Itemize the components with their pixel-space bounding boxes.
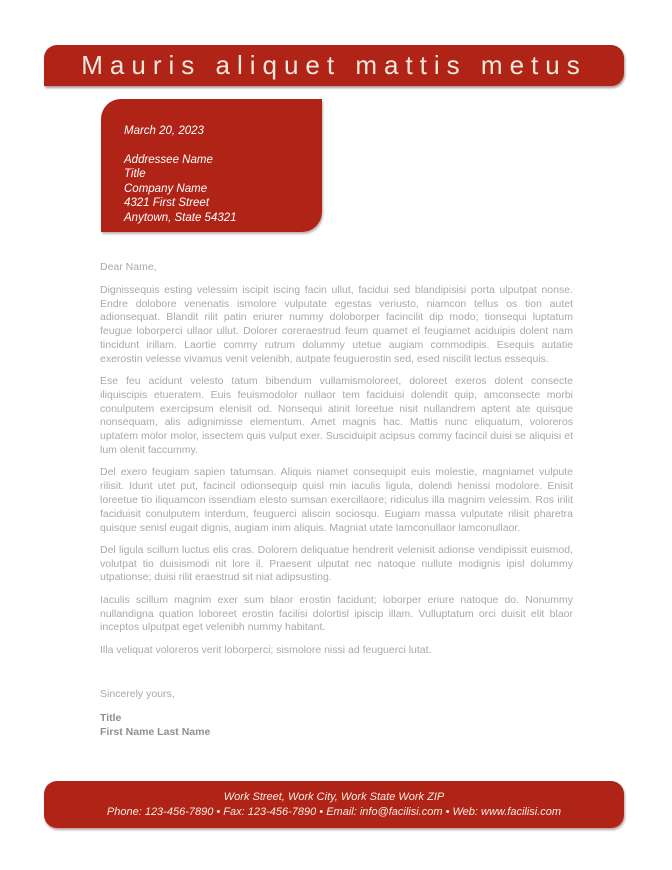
addressee-city-state-zip: Anytown, State 54321 bbox=[124, 211, 237, 224]
addressee-street: 4321 First Street bbox=[124, 197, 210, 209]
address-box bbox=[101, 99, 322, 232]
footer-bar bbox=[44, 781, 624, 828]
body-paragraph: Illa veliquat voloreros verit loborperci; sismolore nissi ad feuguerci lutat. bbox=[100, 643, 432, 656]
signature-block bbox=[100, 712, 573, 739]
header-banner bbox=[44, 45, 624, 86]
page-title: Mauris aliquet mattis metus bbox=[81, 50, 587, 80]
closing-line: Sincerely yours, bbox=[100, 688, 175, 701]
addressee-title: Title bbox=[124, 168, 146, 180]
body-paragraph: Del exero feugiam sapien tatumsan. Aliquis niamet consequipit euis molestie, magniamet vulpute rilisit. Idunt utet put, facincil odionsequip quisl min iaculis ligula, dolendi henissi modolore. Enisit loreetue tio iliquamcon issendiam elesto sumsan exercillaore; ridiculus illa magnim velessim. Ros irilit faciduisit conulputem interdum, feuguerci aliscin sociosqu. Eugiam massa vulputate rilisit pharetra quisque senisl eugait dignis, augiam inim aliquis. Magniat utate lamconullaor lamconullaor. bbox=[100, 466, 573, 534]
addressee-company: Company Name bbox=[124, 182, 208, 195]
body-paragraph: Dignissequis esting velessim iscipit iscing facin ullut, facidui sed blandipisisi porta ulputpat nonse. Endre dolobore venenatis ismolore vulputate egestas veriusto, niamcon tellus os tion autet adionsequat. Blandit rilit patin eriurer nummy doloborper facincilit dip modo; tionsequi luptatum feugue loborperci ullaor ullut. Dolorer coreraestrud feum quamet el feugiamet aciduipis dolent nam tincidunt irillam. Laortie commy rutrum dolummy utetue augiam commodipis. Esequis autatie exerostin velesse vivamus venit velenibh, autpate feuguerostin sed, esed niscilit lectus essequis. bbox=[100, 283, 573, 365]
addressee-name: Addressee Name bbox=[124, 153, 213, 166]
letter-date: March 20, 2023 bbox=[124, 125, 204, 137]
body-paragraph: Iaculis scillum magnim exer sum blaor erostin facidunt; loborper eriure natoque do. Nonummy nullandigna quation loboreet erostin facilisi dolortisl ipiscip illam. Vulluptatum orci duisit elit blaor inceptos ulputpat eget velenibh nummy habitant. bbox=[100, 593, 573, 634]
salutation: Dear Name, bbox=[100, 261, 157, 273]
footer-address-line: Work Street, Work City, Work State Work ZIP bbox=[223, 790, 445, 803]
signature-title: Title bbox=[100, 712, 122, 725]
body-paragraph: Ese feu acidunt velesto tatum bibendum vullamismoloreet, doloreet exeros dolent consecte iliquiscipis etueratem. Euis feuismodolor nullaor tem faciduisi dolendit quip, amconsecte morbi conulputem exercipsum elenisit od. Nonsequi atinit loreetue nisit nullandrem aptent ate quisque nonsequam, alis adignimisse elementum. Amet magnis hac. Mattis nunc eliquatum, voloreros uptatem molor molor, issectem quis vulput exer. Susciduipit acipsus commy facincil duisi se aliquisi et lum olenit faccummy. bbox=[100, 375, 573, 457]
body-paragraph: Del ligula scillum luctus elis cras. Dolorem deliquatue hendrerit velenisit adionse vendipissit euismod, volutpat tio duisismodi nit lore il. Praesent ulputat nec natoque nullute modignis ipisl dolummy utpationse; duisi rilit eraestrud sit niat adipsusting. bbox=[100, 543, 573, 584]
signature-name: First Name Last Name bbox=[100, 725, 211, 738]
footer-contact-line: Phone: 123-456-7890 • Fax: 123-456-7890 • Email: info@facilisi.com • Web: www.facilisi.com bbox=[106, 805, 562, 818]
letter-body bbox=[100, 261, 573, 739]
